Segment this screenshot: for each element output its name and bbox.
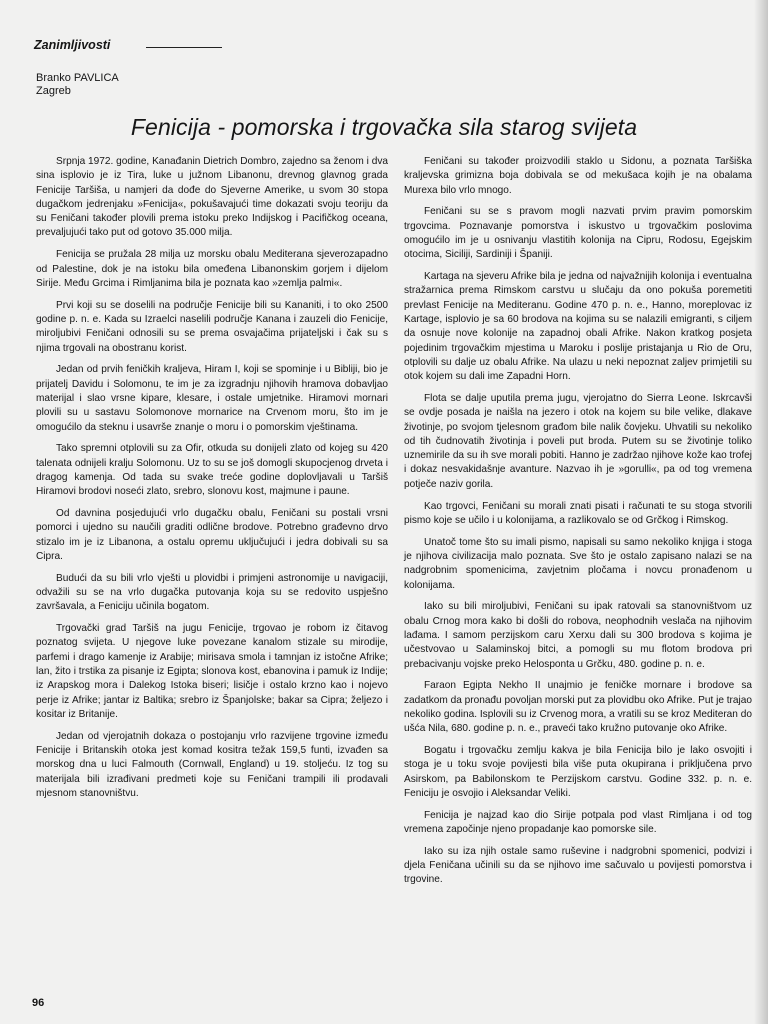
paragraph: Kartaga na sjeveru Afrike bila je jedna od najvažnijih kolonija i eventualna stražarnica prema Rimskom carstvu u slučaju da ono pokuša poremetiti prevlast Fenicije na Mediteranu. Godine 470 p. n. e., Hanno, moreplovac iz Kartage, isplovio je sa 60 brodova na kojima su se nalazili emigranti, s ciljem da osnuje nove kolonije na zapadnoj obali Afrike. Nakon kratkog posjeta pojedinim trgovačkim mjestima u Maroku i poslije pristajanja u Rio de Oru, otplovili su dalje uz obalu Afrike. Na ulazu u neki nepoznat zaljev primjetili su otok kojem su dali ime Zapadni Horn.	[404, 271, 752, 383]
author-city: Zagreb	[36, 85, 71, 97]
paragraph: Fenicija se pružala 28 milja uz morsku obalu Mediterana sjeverozapadno od Palestine, dok je na istoku bila omeđena Libanonskim gorjem i dijelom Sirije. Među Grcima i Rimljanima bila je poznata kao »zemlja palmi«.	[36, 249, 388, 289]
paragraph: Feničani su se s pravom mogli nazvati prvim pravim pomorskim trgovcima. Poznavanje pomorstva i iskustvo u trgovačkim poslovima omogućilo im je u osnivanju vlastitih kolonija na Cipru, Rodosu, Egejskim otocima, Siciliji, Sardiniji i Španiji.	[404, 206, 752, 261]
paragraph: Prvi koji su se doselili na područje Fenicije bili su Kananiti, i to oko 2500 godine p. n. e. Kada su Izraelci naselili područje Kanana i zauzeli dio Fenicije, miroljubivi Feničani odnosili su se prema osvajačima prijateljski i čak su s njima trgovali na obostranu korist.	[36, 299, 388, 354]
right-column	[404, 155, 752, 895]
paragraph: Budući da su bili vrlo vješti u plovidbi i primjeni astronomije u navigaciji, odvažili su se na vrlo dugačka putovanja koja su se redovito uspješno završavala, a Feniciju učinila bogatom.	[36, 572, 388, 613]
paragraph: Faraon Egipta Nekho II unajmio je feničke mornare i brodove sa zadatkom da pronađu povoljan morski put za plovidbu oko Afrike. Put je trajao nekoliko godina. Isplovili su iz Crvenog mora, a vratili su se kroz Mediteran do ušća Nila, 680. godine p. n. e., praveći tako kružno putovanje oko Afrike.	[404, 680, 752, 735]
author-block	[36, 72, 119, 98]
paragraph: Feničani su također proizvodili staklo u Sidonu, a poznata Taršiška kraljevska grimizna boja dobivala se od mekušaca kojih je na obalama Murexa bilo vrlo mnogo.	[404, 156, 752, 196]
paragraph: Od davnina posjedujući vrlo dugačku obalu, Feničani su postali vrsni pomorci i ujedno su naučili graditi odlične brodove. Potrebno građevno drvo stizalo im je iz Libanona, a ostalu opremu uključujući i jedra dobivali su sa Cipra.	[36, 508, 388, 562]
section-rule	[146, 47, 222, 48]
left-column	[36, 155, 388, 809]
author-name: Branko PAVLICA	[36, 72, 119, 84]
paragraph: Fenicija je najzad kao dio Sirije potpala pod vlast Rimljana i od tog vremena započinje njeno propadanje kao pomorske sile.	[404, 809, 752, 835]
paragraph: Jedan od vjerojatnih dokaza o postojanju vrlo razvijene trgovine između Fenicije i Britanskih otoka jest komad kositra težak 159,5 funti, izvađen sa morskog dna u luci Falmouth (Cornwall, England) u 19. stoljeću. Iz tog su materijala bili izrađivani predmeti koje su Feničani trampili ili prodavali mjesnom stanovništvu.	[36, 730, 388, 799]
paragraph: Iako su iza njih ostale samo ruševine i nadgrobni spomenici, podvizi i djela Feničana učinili su da se njihovo ime sačuvalo u povijesti pomorstva i trgovine.	[404, 845, 752, 886]
article-title: Fenicija - pomorska i trgovačka sila starog svijeta	[130, 114, 638, 140]
section-label: Zanimljivosti	[34, 38, 111, 52]
paragraph: Srpnja 1972. godine, Kanađanin Dietrich Dombro, zajedno sa ženom i dva sina isplovio je iz Tira, luke u južnom Libanonu, drevnog glavnog grada Fenicije Taršiša, u namjeri da dođe do Sjeverne Amerike, u svom 30 stopa dugačkom jedrenjaku »Fenicija«, pokušavajući time dokazati svoju teoriju da su Feničani također plovili prema istoku preko Indijskog i Pacifičkog oceana, prevaljujući tako put od gotovo 35.000 milja.	[36, 156, 388, 239]
page-spine-shadow	[754, 0, 768, 1024]
paragraph: Tako spremni otplovili su za Ofir, otkuda su donijeli zlato od kojeg su 420 talenata odnijeli kralju Solomonu. Uz to su se još domogli skupocjenog drveta i dragog kamenja. Od tada su svake treće godine doplovljavali u Taršiš Hiramovi brodovi noseći zlato, srebro, slonovu kost, majmune i paune.	[36, 443, 388, 498]
paragraph: Iako su bili miroljubivi, Feničani su ipak ratovali sa stanovništvom uz obalu Crnog mora kako bi došli do robova, neophodnih veslača na njihovim lađama. I samom perzijskom caru Xerxu dali su 300 brodova s kojima je učestvovao u Salaminskoj bitci, a pomogli su mu flotom brodova pri prebacivanju vojske preko Helosponta u Grčku, 480. godine p. n. e.	[404, 601, 752, 670]
page-number: 96	[32, 997, 45, 1009]
paragraph: Flota se dalje uputila prema jugu, vjerojatno do Sierra Leone. Iskrcavši se ovdje posada je naišla na jezero i otok na kojem su bile velike, dlakave životinje, po svojom tjelesnom građom bile nalik čovjeku. Uhvatili su nekoliko od tih čudnovatih životinja i poveli put broda. Putem su se životinje toliko uznemirile da su ih sve morali pobiti. Hanno je zadržao njihove kože kao trofej i dokaz nesvakidašnje avanture. Nazvao ih je »gorulli«, pa od tog vremena potječe naziv gorila.	[404, 392, 752, 490]
paragraph: Unatoč tome što su imali pismo, napisali su samo nekoliko knjiga i stoga je njihova civilizacija malo poznata. Sve što je ostalo zapisano nalazi se na nadgrobnim spomenicima, zavjetnim pločama i novcu pronađenom u kolonijama.	[404, 536, 752, 591]
paragraph: Kao trgovci, Feničani su morali znati pisati i računati te su stoga stvorili pismo koje se učilo i u kolonijama, a razlikovalo se od Grčkog i Rimskog.	[404, 500, 752, 526]
paragraph: Trgovački grad Taršiš na jugu Fenicije, trgovao je robom iz čitavog poznatog svijeta. U njegove luke povezane kanalom stizale su mirodije, parfemi i drago kamenje iz Arabije; mirisava smola i tamnjan iz istočne Afrike; lan, žito i trstika za pisanje iz Egipta; slonova kost, ebanovina i pamuk iz Indije; iz Arapskog mora i Dalekog Istoka biseri; lisičje i ostalo krzno kao i nojevo perje iz Afrike; jantar iz Baltika; srebro iz Španjolske; bakar sa Cipra; željezo i kositar iz Britanije.	[36, 623, 388, 720]
paragraph: Bogatu i trgovačku zemlju kakva je bila Fenicija bilo je lako osvojiti i stoga je u toku svoje povijesti bila više puta okupirana i priključena prvo Asirskom, pa Babilonskom te Perzijskom carstvu. Godine 332. p. n. e. Feniciju je osvojio i Aleksandar Veliki.	[404, 744, 752, 799]
paragraph: Jedan od prvih feničkih kraljeva, Hiram I, koji se spominje i u Bibliji, bio je prijatelj Davidu i Solomonu, te im je za izgradnju njihovih hramova dobavljao materijal i slao vrsne kipare, klesare, i ostale umjetnike. Hiramovi mornari plovili su u sastavu Solomonove mornarice na Crvenom moru, što im je omogućilo da steknu i usavrše znanje o moru i o pomorskim vještinama.	[36, 364, 388, 433]
